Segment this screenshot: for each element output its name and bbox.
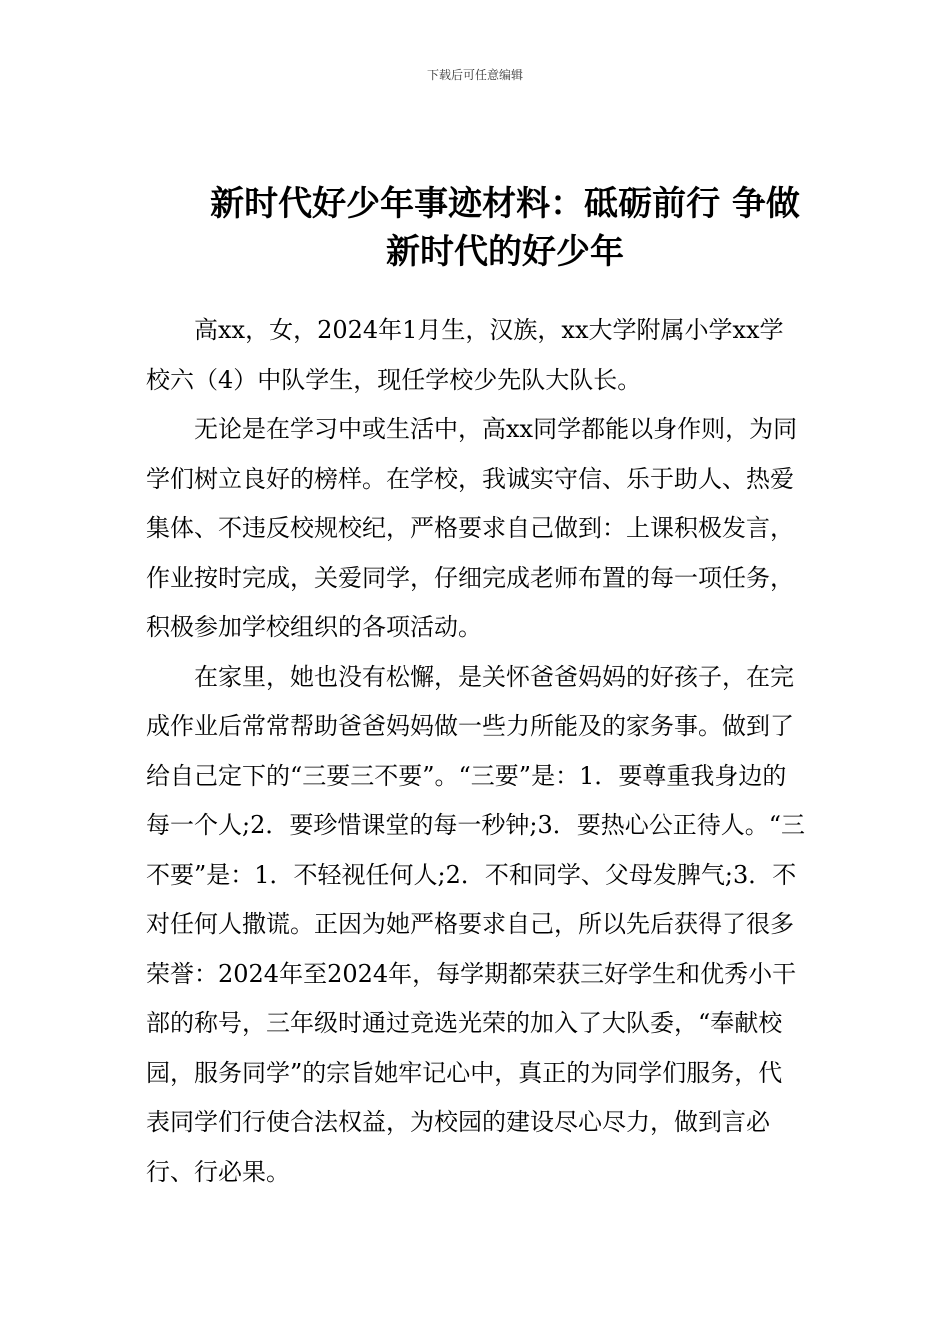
paragraph-1: 高xx，女，2024年1月生，汉族，xx大学附属小学xx学校六（4）中队学生，现任学校少先队大队长。 bbox=[146, 316, 784, 394]
paragraph-3: 在家里，她也没有松懈，是关怀爸爸妈妈的好孩子，在完成作业后常常帮助爸爸妈妈做一些力所能及的家务事。做到了给自己定下的“三要三不要”。“三要”是：1．要尊重我身边的每一个人;2．要珍惜课堂的每一秒钟;3．要热心公正待人。“三不要”是：1．不轻视任何人;2．不和同学、父母发脾气;3．不对任何人撒谎。正因为她严格要求自己，所以先后获得了很多荣誉：2024年至2024年，每学期都荣获三好学生和优秀小干部的称号，三年级时通过竞选光荣的加入了大队委，“奉献校园，服务同学”的宗旨她牢记心中，真正的为同学们服务，代表同学们行使合法权益，为校园的建设尽心尽力，做到言必行、行必果。 bbox=[146, 662, 805, 1186]
header-note: 下载后可任意编辑 bbox=[426, 68, 523, 82]
paragraph-2: 无论是在学习中或生活中，高xx同学都能以身作则，为同学们树立良好的榜样。在学校，我诚实守信、乐于助人、热爱集体、不违反校规校纪，严格要求自己做到：上课积极发言，作业按时完成，关爱同学，仔细完成老师布置的每一项任务，积极参加学校组织的各项活动。 bbox=[146, 415, 798, 641]
document-title: 新时代好少年事迹材料：砥砺前行 争做新时代的好少年 bbox=[210, 184, 800, 272]
document-body bbox=[146, 306, 806, 1197]
